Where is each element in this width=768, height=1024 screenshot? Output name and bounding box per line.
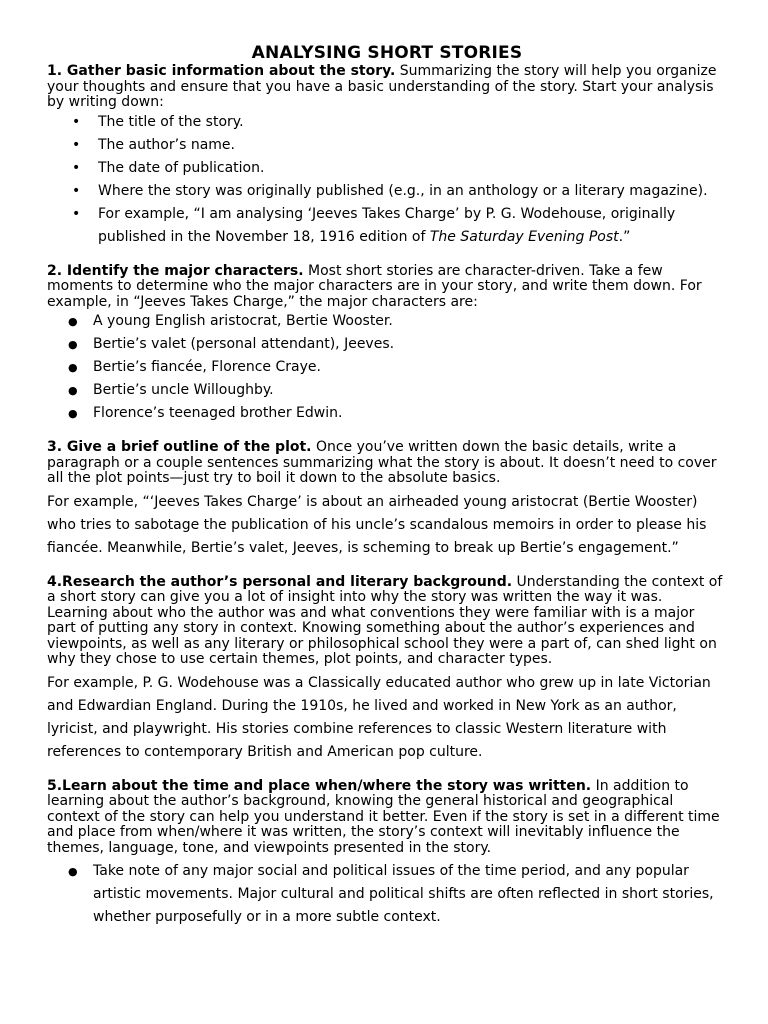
section-1-lead — [47, 64, 727, 111]
section-4-text: Understanding the context of a short story can give you a lot of insight into why the story was written the way it was. Learning about who the author was and what conventions they were familiar with is a major part of putting any story in context. Knowing something about the author’s experiences and viewpoints, as well as any literary or philosophical school they were a part of, can shed light on why they chose to use certain themes, plot points, and character types. — [47, 573, 723, 667]
section-4-lead — [47, 575, 727, 668]
section-5-lead — [47, 779, 727, 857]
document-title: ANALYSING SHORT STORIES — [251, 43, 523, 63]
section-2-list — [47, 310, 727, 425]
list-item: • Where the story was originally published (e.g., in an anthology or a literary magazine). — [72, 182, 708, 199]
section-5 — [47, 779, 727, 930]
section-4-example: For example, P. G. Wodehouse was a Classically educated author who grew up in late Victorian and Edwardian England. During the 1910s, he lived and worked in New York as an author, lyricist, and playwright. His stories combine references to classic Western literature with references to contemporary British and American pop culture. — [47, 674, 711, 760]
section-4 — [47, 575, 727, 764]
section-1-heading: 1. Gather basic information about the story. — [47, 63, 396, 79]
document-page — [47, 42, 727, 929]
section-1-list — [47, 111, 727, 249]
section-5-text: In addition to learning about the author’s background, knowing the general historical and geographical context of the story can help you understand it better. Even if the story is set in a different time and place from when/where it was written, the story’s context will inevitably influence the themes, language, tone, and viewpoints presented in the story. — [47, 777, 720, 856]
list-item: • The date of publication. — [72, 159, 265, 176]
list-item: ● Bertie’s fiancée, Florence Craye. — [68, 359, 321, 375]
list-item: • The author’s name. — [72, 136, 235, 153]
section-3-text: Once you’ve written down the basic details, write a paragraph or a couple sentences summarizing what the story is about. It doesn’t need to cover all the plot points—just try to boil it down to the absolute basics. — [47, 439, 717, 486]
list-item: ● A young English aristocrat, Bertie Wooster. — [68, 313, 393, 329]
section-1-text: Summarizing the story will help you organize your thoughts and ensure that you have a basic understanding of the story. Start your analysis by writing down: — [47, 63, 717, 110]
section-2-lead — [47, 264, 727, 311]
list-item: • The title of the story. — [72, 113, 244, 130]
section-5-heading: 5.Learn about the time and place when/where the story was written. — [47, 777, 592, 794]
section-3-example: For example, “‘Jeeves Takes Charge’ is about an airheaded young aristocrat (Bertie Wooster) who tries to sabotage the publication of his uncle’s scandalous memoirs in order to please his fiancée. Meanwhile, Bertie’s valet, Jeeves, is scheming to break up Bertie’s engagement.” — [47, 493, 707, 556]
section-3-lead — [47, 440, 727, 487]
section-3-heading: 3. Give a brief outline of the plot. — [47, 439, 312, 455]
section-2 — [47, 264, 727, 426]
section-2-text: Most short stories are character-driven. Take a few moments to determine who the major characters are in your story, and write them down. For example, in “Jeeves Takes Charge,” the major characters are: — [47, 262, 702, 310]
list-item: ● Florence’s teenaged brother Edwin. — [68, 405, 343, 421]
list-item: ● Bertie’s valet (personal attendant), Jeeves. — [68, 336, 395, 352]
section-5-list — [47, 860, 727, 929]
section-3 — [47, 440, 727, 560]
section-4-heading: 4.Research the author’s personal and literary background. — [47, 573, 513, 590]
list-item: • For example, “I am analysing ‘Jeeves Takes Charge’ by P. G. Wodehouse, originally published in the November 18, 1916 edition of The Saturday Evening Post.” — [72, 205, 676, 245]
section-2-heading: 2. Identify the major characters. — [47, 262, 304, 279]
section-1 — [47, 64, 727, 249]
list-item: ● Take note of any major social and political issues of the time period, and any popular artistic movements. Major cultural and political shifts are often reflected in short stories, whether purposefully or in a more subtle context. — [68, 863, 714, 925]
list-item: ● Bertie’s uncle Willoughby. — [68, 382, 274, 398]
